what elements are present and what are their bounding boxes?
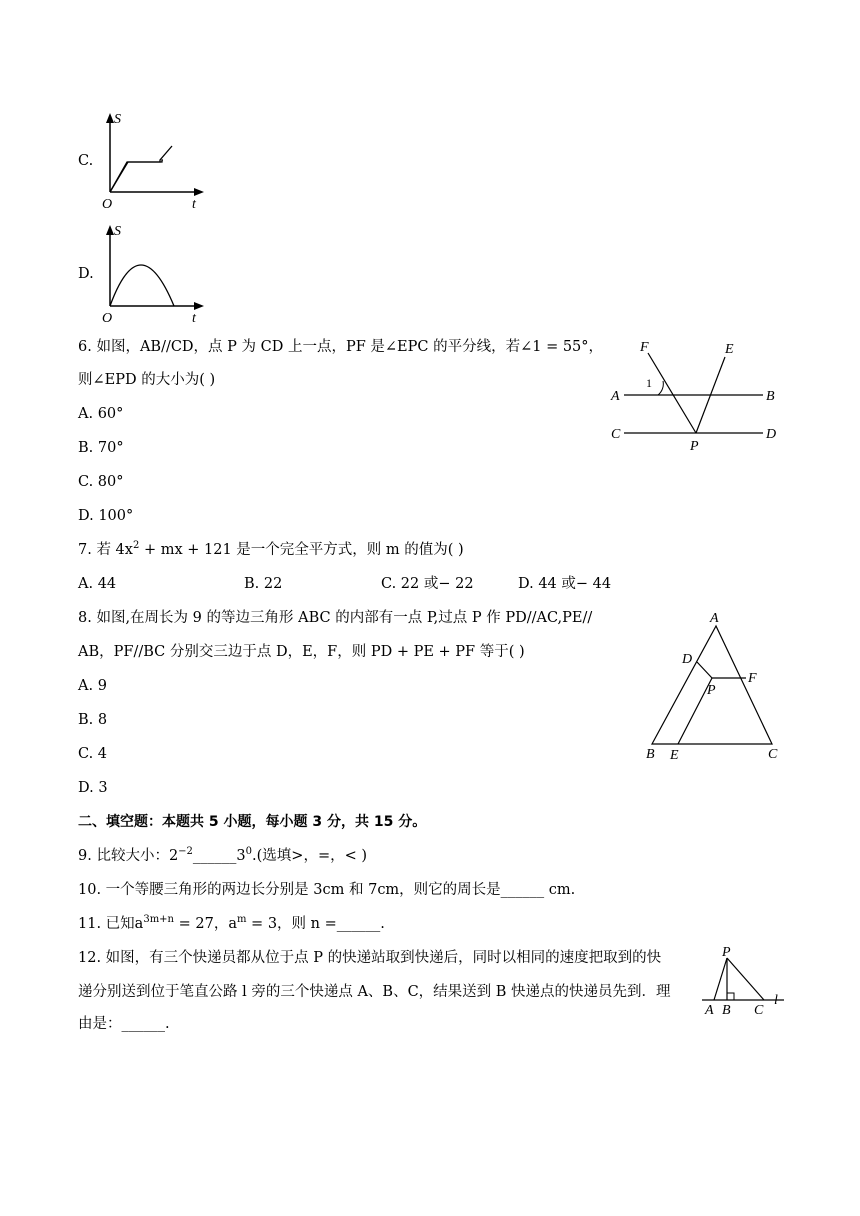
q8-option-b: B. 8 — [78, 712, 108, 728]
graph-c-axis-s: S — [114, 112, 121, 127]
q12-line1: 12. 如图，有三个快递员都从位于点 P 的快递站取到快递后，同时以相同的速度把取到的快 — [78, 950, 662, 966]
q12-line3: 由是：______. — [78, 1016, 170, 1032]
q8-label-e: E — [670, 748, 679, 763]
q8-line2: AB，PF//BC 分别交三边于点 D，E，F，则 PD + PE + PF 等于( ) — [78, 644, 525, 660]
q12-label-c: C — [754, 1003, 764, 1018]
q8-label-f: F — [748, 671, 757, 686]
q8-label-d: D — [682, 652, 693, 667]
q6-label-f: F — [640, 340, 649, 355]
q8-option-a: A. 9 — [78, 678, 107, 694]
q7-stem: 7. 若 $4x^2$ + mx + 121 是一个完全平方式，则 m 的值为( ) — [78, 540, 464, 558]
q12-label-b: B — [722, 1003, 731, 1018]
q8-label-a: A — [710, 611, 719, 626]
q8-line1: 8. 如图,在周长为 9 的等边三角形 ABC 的内部有一点 P,过点 P 作 PD//AC,PE// — [78, 610, 593, 626]
graph-c-figure — [100, 110, 210, 210]
q12-line2: 递分别送到位于笔直公路 l 旁的三个快递点 A、B、C，结果送到 B 快递点的快递员先到．理 — [78, 984, 671, 1000]
q8-figure — [640, 608, 790, 768]
q6-angle-1: 1 — [646, 376, 652, 390]
option-d-label: D. — [78, 266, 94, 282]
q12-label-p: P — [722, 945, 731, 960]
q10-stem: 10. 一个等腰三角形的两边长分别是 3cm 和 7cm，则它的周长是______ cm. — [78, 882, 576, 898]
q7-option-b: B. 22 — [244, 576, 283, 592]
q7-option-a: A. 44 — [78, 576, 117, 592]
q6-option-b: B. 70° — [78, 440, 124, 456]
graph-d-figure — [100, 222, 210, 326]
q12-label-a: A — [705, 1003, 714, 1018]
q6-label-p: P — [690, 439, 699, 454]
q6-option-d: D. 100° — [78, 508, 134, 524]
q8-option-d: D. 3 — [78, 780, 108, 796]
q12-label-l: l — [774, 993, 778, 1008]
q12-figure — [698, 944, 798, 1024]
graph-d-axis-s: S — [114, 224, 121, 239]
section-heading: 二、填空题：本题共 5 小题，每小题 3 分，共 15 分。 — [78, 814, 427, 830]
q6-label-b: B — [766, 389, 775, 404]
q7-option-d: D. 44 或− 44 — [518, 576, 612, 592]
q8-label-c: C — [768, 747, 778, 762]
graph-c-axis-t: t — [192, 197, 196, 212]
q8-label-b: B — [646, 747, 655, 762]
q8-option-c: C. 4 — [78, 746, 108, 762]
q6-label-e: E — [725, 342, 734, 357]
q6-label-a: A — [611, 389, 620, 404]
graph-d-origin: O — [102, 311, 113, 326]
q6-option-c: C. 80° — [78, 474, 124, 490]
q6-label-d: D — [766, 427, 777, 442]
q6-option-a: A. 60° — [78, 406, 124, 422]
q6-figure — [608, 335, 788, 455]
q6-line1: 6. 如图，AB//CD，点 P 为 CD 上一点，PF 是∠EPC 的平分线，若∠1 = 55°， — [78, 339, 604, 355]
q7-option-c: C. 22 或− 22 — [381, 576, 474, 592]
q6-label-c: C — [611, 427, 621, 442]
q6-line2: 则∠EPD 的大小为( ) — [78, 372, 216, 388]
q8-label-p: P — [707, 683, 716, 698]
option-c-label: C. — [78, 153, 94, 169]
q9-stem: 9. 比较大小：$2^{-2}\_\_\_\_\_\_3^0$.(选填>，=，< ) — [78, 846, 368, 864]
q11-stem: 11. 已知$a^{3m+n} = 27$，$a^m = 3$，则 n =______. — [78, 914, 385, 932]
graph-d-axis-t: t — [192, 311, 196, 326]
graph-c-origin: O — [102, 197, 113, 212]
